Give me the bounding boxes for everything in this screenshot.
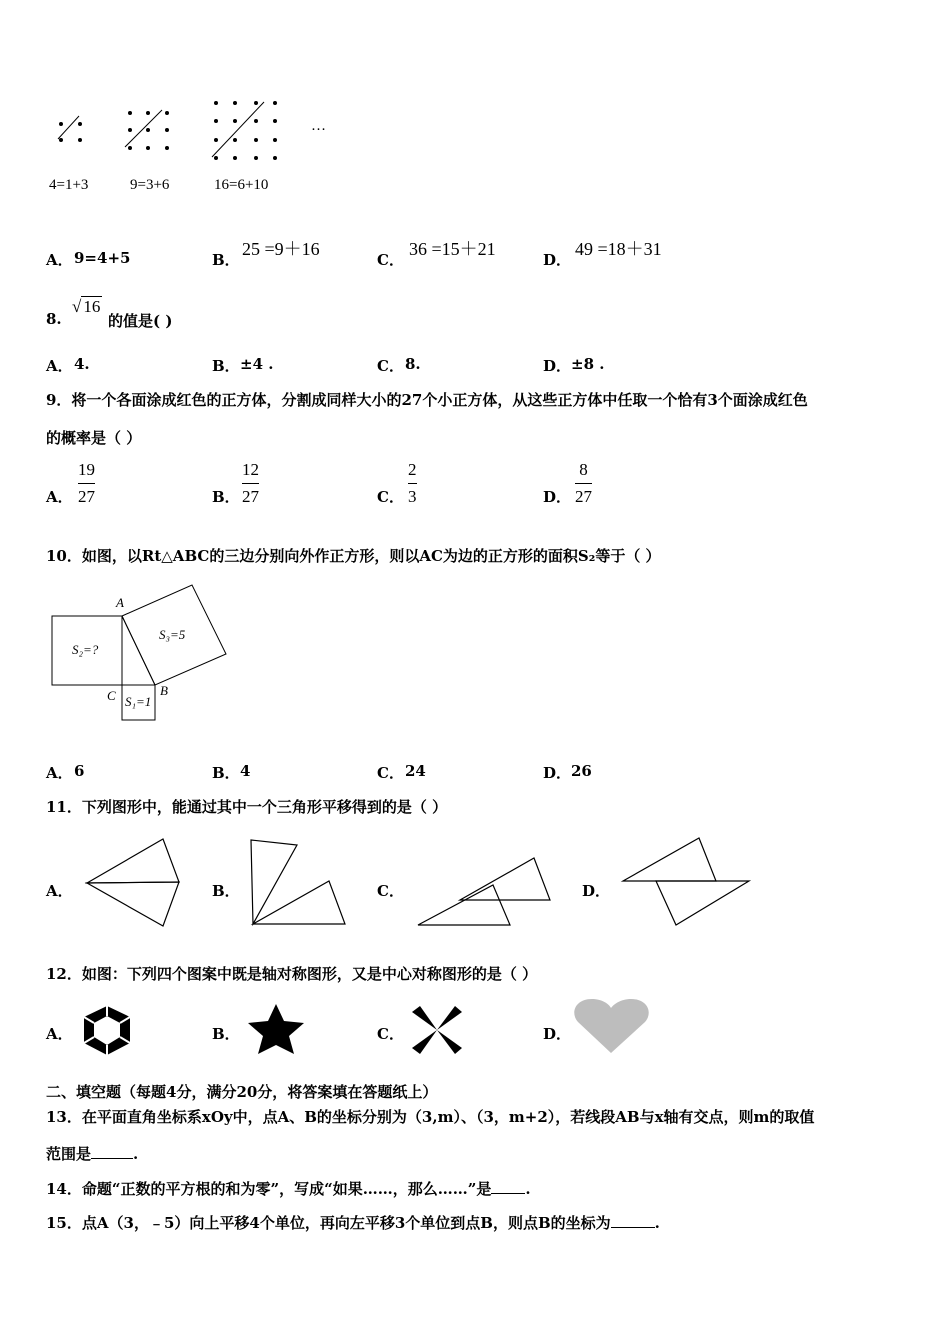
q12-figure-a-hexagon-pattern — [84, 1006, 130, 1055]
q13-end: . — [133, 1145, 139, 1163]
dot-pattern-figure — [0, 0, 950, 200]
q12-figure-c-pinwheel — [412, 1006, 462, 1054]
q11-option-d-label: D． — [582, 882, 611, 900]
q9-option-c-fraction — [408, 459, 417, 508]
q12-option-a-label: A． — [46, 1025, 73, 1043]
q11-figure-b — [251, 840, 345, 924]
q12-stem: 12．如图：下列四个图案中既是轴对称图形，又是中心对称图形的是（ ） — [46, 965, 538, 983]
label-s3: S₃=5 — [159, 627, 186, 642]
dot-pattern-2 — [125, 110, 169, 150]
q9-option-c-denominator: 3 — [408, 487, 417, 506]
q13-answer-blank[interactable] — [91, 1146, 133, 1159]
q8-option-a-text: 4. — [74, 355, 90, 373]
q7-option-c-label: C． — [377, 251, 404, 269]
q11-figure-a — [87, 839, 179, 926]
q15-line — [46, 1212, 660, 1233]
dot-pattern-3 — [212, 101, 277, 160]
q15-end: . — [654, 1214, 660, 1232]
q8-option-b-label: B． — [212, 357, 240, 375]
q10-option-d-label: D． — [543, 764, 572, 782]
q9-option-c-label: C． — [377, 488, 404, 506]
q9-option-b-numerator: 12 — [242, 460, 259, 479]
q8-stem: 的值是( ) — [108, 312, 173, 330]
q10-option-c-label: C． — [377, 764, 404, 782]
q9-option-d-numerator: 8 — [579, 460, 588, 479]
q11-figure-d — [623, 838, 749, 925]
q9-option-a-fraction — [78, 459, 95, 508]
q9-option-a-label: A． — [46, 488, 73, 506]
q7-option-b-text: 25 =9＋16 — [242, 239, 320, 259]
q11-figure-c — [418, 858, 550, 925]
q9-option-b-fraction — [242, 459, 259, 508]
q14-answer-blank[interactable] — [491, 1181, 525, 1194]
hypotenuse-ab — [122, 616, 155, 685]
q11-option-c-label: C． — [377, 882, 404, 900]
q12-option-c-label: C． — [377, 1025, 404, 1043]
q14-stem: 14．命题“正数的平方根的和为零”，写成“如果……，那么……”是 — [46, 1180, 492, 1198]
section-2-heading: 二、填空题（每题4分，满分20分，将答案填在答题纸上） — [46, 1083, 438, 1101]
q15-stem: 15．点A（3，﹣5）向上平移4个单位，再向左平移3个单位到点B，则点B的坐标为 — [46, 1214, 611, 1232]
q14-line — [46, 1178, 531, 1199]
q8-sqrt: √ 16 — [72, 297, 101, 316]
q13-stem-line1: 13．在平面直角坐标系xOy中，点A、B的坐标分别为（3,m）、（3，m+2），若线段AB与x轴有交点，则m的取值 — [46, 1108, 815, 1126]
q12-figure-b-star — [248, 1004, 304, 1054]
q9-option-d-label: D． — [543, 488, 572, 506]
dot-pattern-1 — [58, 116, 82, 142]
q13-stem-line2 — [46, 1143, 138, 1164]
q7-option-c-text: 36 =15＋21 — [409, 239, 496, 259]
q8-option-d-label: D． — [543, 357, 572, 375]
label-s2: S₂=? — [72, 642, 99, 657]
q10-option-d-text: 26 — [571, 762, 592, 780]
label-s1: S₁=1 — [125, 694, 152, 709]
q11-option-a-label: A． — [46, 882, 73, 900]
q7-option-a-label: A． — [46, 251, 73, 269]
q8-option-d-text: ±8 . — [571, 355, 605, 373]
caption-1: 4=1+3 — [49, 177, 89, 193]
q8-option-c-label: C． — [377, 357, 404, 375]
q7-option-b-label: B． — [212, 251, 240, 269]
q11-stem: 11．下列图形中，能通过其中一个三角形平移得到的是（ ） — [46, 798, 448, 816]
q10-option-a-label: A． — [46, 764, 73, 782]
dots-continue-ellipsis: … — [311, 118, 326, 134]
q14-end: . — [525, 1180, 531, 1198]
vertex-label-a: A — [116, 595, 124, 610]
q9-stem-line2: 的概率是（ ） — [46, 429, 142, 447]
q8-option-a-label: A． — [46, 357, 73, 375]
q10-option-a-text: 6 — [74, 762, 85, 780]
q7-option-d-label: D． — [543, 251, 572, 269]
q12-figure-d-heart — [574, 999, 648, 1053]
vertex-label-b: B — [160, 683, 168, 698]
q10-stem: 10．如图，以Rt△ABC的三边分别向外作正方形，则以AC为边的正方形的面积S₂等于（ ） — [46, 547, 661, 565]
q11-option-b-label: B． — [212, 882, 240, 900]
caption-3: 16=6+10 — [214, 177, 269, 193]
q13-prefix: 范围是 — [46, 1145, 92, 1163]
caption-2: 9=3+6 — [130, 177, 170, 193]
q10-option-c-text: 24 — [405, 762, 426, 780]
q8-number: 8. — [46, 310, 62, 328]
q8-radicand: 16 — [83, 297, 101, 316]
q9-option-b-denominator: 27 — [242, 487, 259, 506]
q12-option-b-label: B． — [212, 1025, 240, 1043]
q8-option-b-text: ±4 . — [240, 355, 274, 373]
q7-option-a-text: 9=4+5 — [74, 249, 131, 267]
q12-option-d-label: D． — [543, 1025, 572, 1043]
q9-option-d-fraction — [575, 459, 592, 508]
q15-answer-blank[interactable] — [611, 1215, 655, 1228]
q10-option-b-text: 4 — [240, 762, 251, 780]
q8-option-c-text: 8. — [405, 355, 421, 373]
q10-option-b-label: B． — [212, 764, 240, 782]
q9-option-a-numerator: 19 — [78, 460, 95, 479]
q9-option-a-denominator: 27 — [78, 487, 95, 506]
q9-stem-line1: 9．将一个各面涂成红色的正方体，分割成同样大小的27个小正方体，从这些正方体中任取一个恰有3个面涂成红色 — [46, 391, 808, 409]
q9-option-d-denominator: 27 — [575, 487, 592, 506]
q7-option-d-text: 49 =18＋31 — [575, 239, 662, 259]
q9-option-b-label: B． — [212, 488, 240, 506]
q9-option-c-numerator: 2 — [408, 460, 417, 479]
vertex-label-c: C — [107, 688, 116, 703]
